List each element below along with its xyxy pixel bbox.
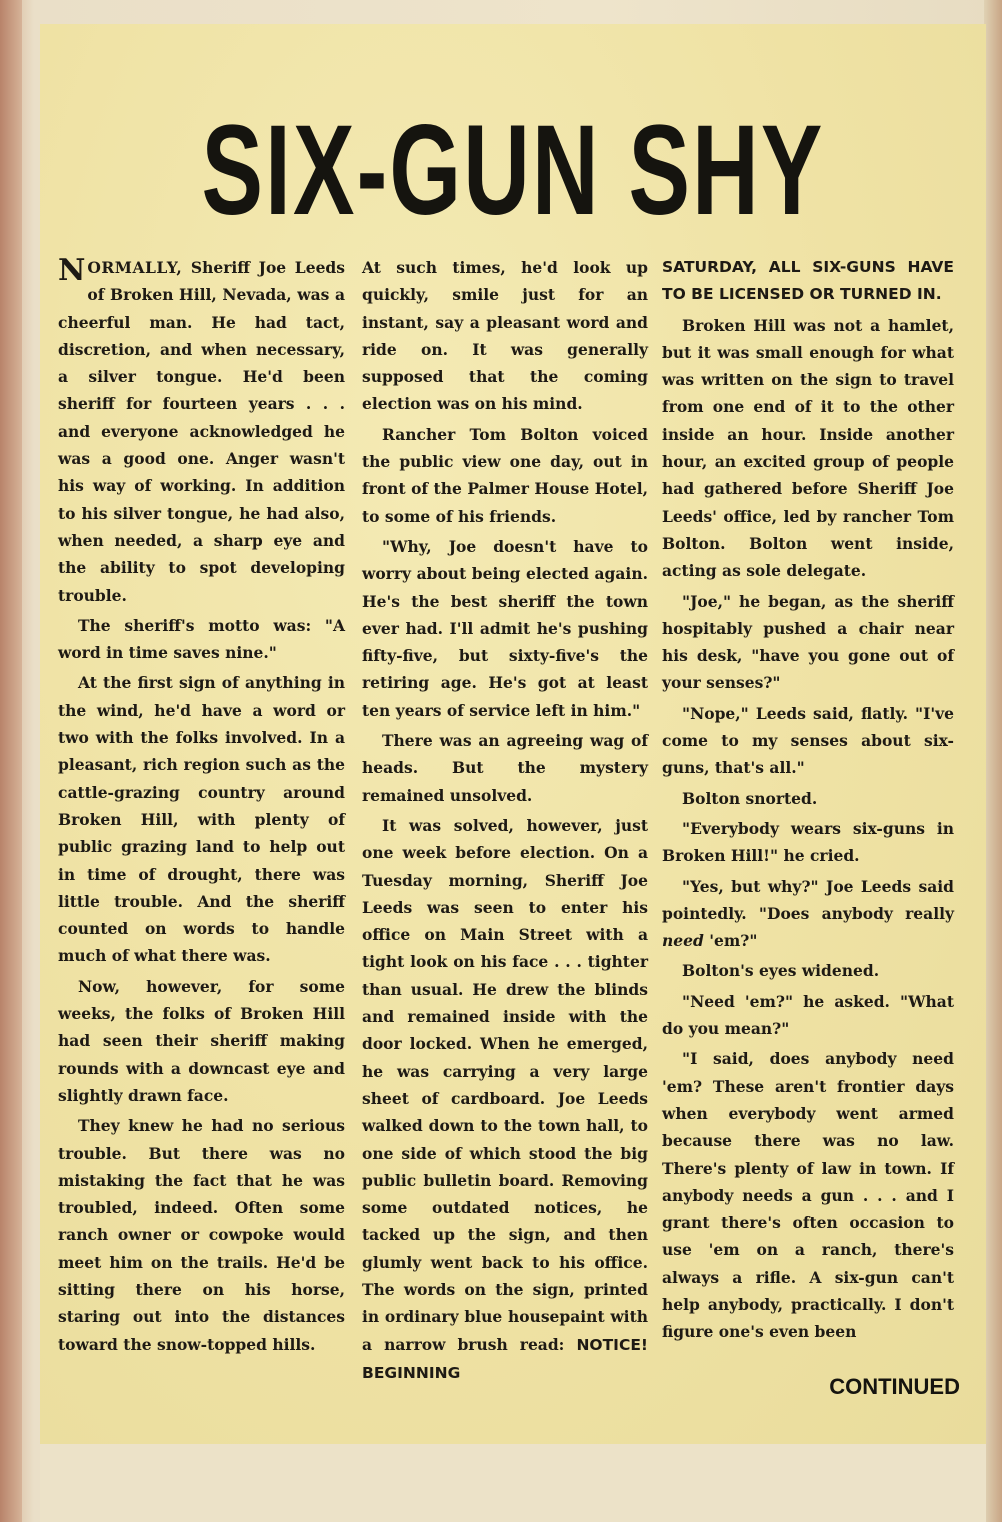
paragraph-with-notice: [362, 812, 648, 1387]
paragraph: Bolton's eyes widened.: [682, 961, 880, 981]
paragraph: At the first sign of anything in the wind, he'd have a word or two with the folks involved. In a pleasant, rich region such as the cattle-grazing country around Broken Hill, with plenty of public grazing land to help out in time of drought, there was little trouble. And the sheriff counted on words to handle much of what there was.: [58, 673, 345, 966]
paragraph: "Joe," he began, as the sheriff hospitably pushed a chair near his desk, "have you gone out of your senses?": [662, 591, 954, 693]
paragraph: "Why, Joe doesn't have to worry about being elected again. He's the best sheriff the town ever had. I'll admit he's pushing fifty-five, but sixty-five's the retiring age. He's got at least ten years of service left in him.": [362, 536, 648, 720]
paragraph-with-emphasis: [662, 873, 954, 955]
paragraph: The sheriff's motto was: "A word in time saves nine.": [58, 615, 345, 663]
text-column-3: [662, 254, 954, 1349]
notice-start: NOTICE! BEGINNING: [362, 1335, 648, 1382]
paragraph: At such times, he'd look up quickly, smile just for an instant, say a pleasant word and ride on. It was generally supposed that the coming election was on his mind.: [362, 258, 648, 414]
paragraph: "Everybody wears six-guns in Broken Hill!" he cried.: [662, 818, 954, 866]
paragraph: They knew he had no serious trouble. But there was no mistaking the fact that he was troubled, indeed. Often some ranch owner or cowpoke would meet him on the trails. He'd be sitting there on his horse, staring out into the distances toward the snow-topped hills.: [58, 1116, 345, 1354]
paragraph: "Nope," Leeds said, flatly. "I've come to my senses about six-guns, that's all.": [662, 703, 954, 778]
emphasized-word: need: [662, 931, 704, 951]
opening-text: Sheriff Joe Leeds of Broken Hill, Nevada, was a cheerful man. He had tact, discretion, and when necessary, a silver tongue. He'd been sheriff for fourteen years . . . and everyone acknowledged he was a good one. Anger wasn't his way of working. In addition to his silver tongue, he had also, when needed, a sharp eye and the ability to spot developing trouble.: [58, 258, 345, 605]
paragraph-opening: [58, 254, 345, 609]
paragraph: "Need 'em?" he asked. "What do you mean?": [662, 991, 954, 1039]
story-title: SIX-GUN SHY: [201, 99, 825, 242]
paragraph-text: It was solved, however, just one week before election. On a Tuesday morning, Sheriff Joe Leeds was seen to enter his office on Main Street with a tight look on his face . . . tighter than usual. He drew the blinds and remained inside with the door locked. When he emerged, he was carrying a very large sheet of cardboard. Joe Leeds walked down to the town hall, to one side of which stood the big public bulletin board. Removing some outdated notices, he tacked up the sign, and then glumly went back to his office. The words on the sign, printed in ordinary blue housepaint with a narrow brush read:: [362, 815, 648, 1354]
paragraph: Now, however, for some weeks, the folks of Broken Hill had seen their sheriff making rounds with a downcast eye and slightly drawn face.: [58, 976, 345, 1105]
paragraph: "I said, does anybody need 'em? These aren't frontier days when everybody went armed because there was no law. There's plenty of law in town. If anybody needs a gun . . . and I grant there's often occasion to use 'em on a ranch, there's always a rifle. A six-gun can't help anybody, practically. I don't figure one's even been: [662, 1049, 954, 1342]
page-edge-right: [984, 0, 1002, 1522]
paragraph-text: 'em?": [709, 931, 758, 951]
paragraph: Rancher Tom Bolton voiced the public view one day, out in front of the Palmer House Hotel, to some of his friends.: [362, 424, 648, 526]
paragraph: There was an agreeing wag of heads. But the mystery remained unsolved.: [362, 731, 648, 805]
text-column-1: [58, 254, 345, 1361]
paragraph: Broken Hill was not a hamlet, but it was small enough for what was written on the sign to travel from one end of it to the other inside an hour. Inside another hour, an excited group of people had gathered before Sheriff Joe Leeds' office, led by rancher Tom Bolton. Bolton went inside, acting as sole delegate.: [662, 315, 954, 581]
notice-continuation: SATURDAY, ALL SIX-GUNS HAVE TO BE LICENSED OR TURNED IN.: [662, 258, 954, 304]
paragraph: Bolton snorted.: [682, 788, 818, 808]
drop-cap: N: [58, 253, 86, 288]
text-column-2: [362, 254, 648, 1390]
continued-label: CONTINUED: [829, 1374, 960, 1399]
paragraph-text: "Yes, but why?" Joe Leeds said pointedly. "Does anybody really: [662, 876, 954, 923]
page-gutter-left: [0, 0, 22, 1522]
page-margin-bottom: [40, 1444, 986, 1522]
opening-word: ORMALLY,: [87, 258, 183, 277]
